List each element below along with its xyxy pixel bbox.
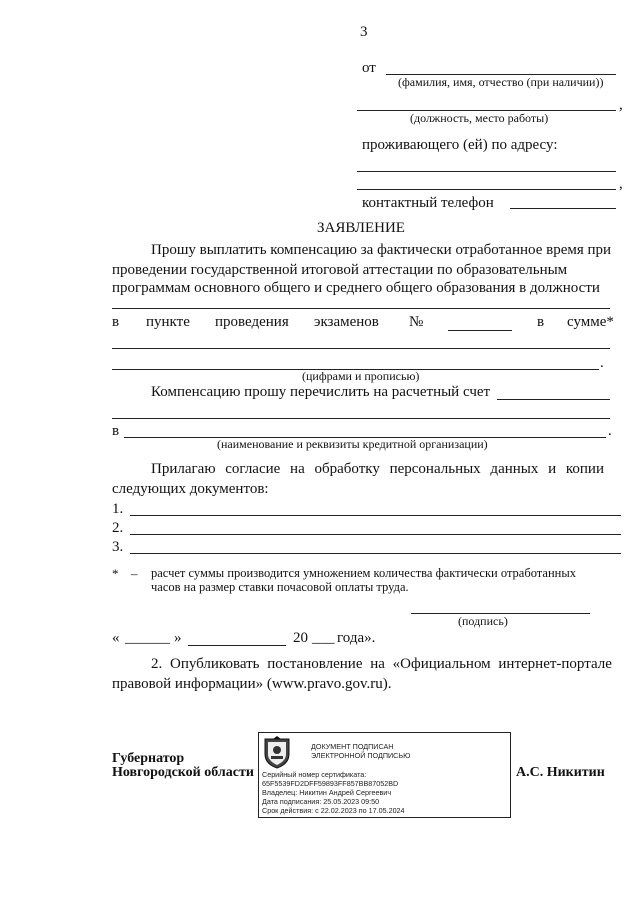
p1-line-2: проведении государственной итоговой аттестации по образовательным — [112, 262, 568, 278]
p1-word-summe: сумме* — [567, 314, 614, 330]
address-line-1[interactable] — [357, 171, 616, 172]
stamp-date: Дата подписания: 25.05.2023 09:50 — [262, 797, 380, 806]
governor-title-line-2: Новгородской области — [112, 765, 254, 780]
list-item-3-line[interactable] — [130, 553, 621, 554]
list-item-1-line[interactable] — [130, 515, 621, 516]
p3-line-1: Прилагаю согласие на обработку персональных данных и копии — [151, 461, 604, 477]
bank-hint: (наименование и реквизиты кредитной организации) — [217, 437, 488, 451]
stamp-serial: 65F5539FD2DFF59893FF857BB87052BD — [262, 779, 399, 788]
p1-line-3: программам основного общего и среднего общего образования в должности — [112, 280, 600, 296]
list-item-1-number: 1. — [112, 501, 124, 517]
p1-word-v2: в — [537, 314, 545, 330]
date-year-prefix: 20 — [293, 630, 308, 646]
position-held-line[interactable] — [112, 308, 610, 309]
list-item-3-number: 3. — [112, 539, 124, 555]
residing-label: проживающего (ей) по адресу: — [362, 137, 558, 153]
comma: , — [619, 176, 623, 192]
amount-hint: (цифрами и прописью) — [302, 369, 420, 383]
footnote-line-2: часов на размер ставки почасовой оплаты труда. — [151, 580, 409, 594]
account-line-2[interactable] — [112, 418, 610, 419]
p1-word-provedeniya: проведения — [215, 314, 289, 330]
signature-hint: (подпись) — [458, 614, 508, 628]
p3-line-2: следующих документов: — [112, 481, 269, 497]
page-number: 3 — [360, 24, 368, 40]
date-year-blank[interactable]: ___ — [312, 630, 335, 646]
coat-of-arms-icon — [262, 736, 292, 769]
date-close-quote: » — [174, 630, 182, 646]
position-hint: (должность, место работы) — [410, 111, 549, 125]
address-line-2[interactable] — [357, 189, 616, 190]
list-item-2-number: 2. — [112, 520, 124, 536]
p4-line-2: правовой информации» (www.pravo.gov.ru). — [112, 676, 392, 692]
p2-line: Компенсацию прошу перечислить на расчетный счет — [151, 384, 491, 400]
p1-line-1: Прошу выплатить компенсацию за фактически отработанное время при — [151, 242, 612, 258]
stamp-cert-label: Серийный номер сертификата: — [262, 770, 367, 779]
p1-word-ekzamenov: экзаменов — [314, 314, 379, 330]
exam-point-number-line[interactable] — [448, 330, 512, 331]
date-open-quote: « — [112, 630, 120, 646]
amount-dot: . — [600, 355, 604, 371]
phone-line[interactable] — [510, 208, 616, 209]
governor-name: А.С. Никитин — [516, 765, 605, 780]
footnote-star: * — [112, 566, 119, 581]
date-day-blank[interactable]: ______ — [125, 630, 170, 646]
footnote-dash: – — [131, 566, 138, 581]
date-year-suffix: года». — [337, 630, 376, 646]
stamp-title-2: ЭЛЕКТРОННОЙ ПОДПИСЬЮ — [311, 751, 411, 760]
p1-word-v: в — [112, 314, 120, 330]
list-item-2-line[interactable] — [130, 534, 621, 535]
comma: , — [619, 97, 623, 113]
p1-word-punkte: пункте — [146, 314, 190, 330]
bank-dot: . — [608, 423, 612, 439]
fio-hint: (фамилия, имя, отчество (при наличии)) — [398, 75, 604, 89]
date-month-line[interactable] — [188, 645, 286, 646]
stamp-owner: Владелец: Никитин Андрей Сергеевич — [262, 788, 392, 797]
p1-word-no: № — [409, 314, 424, 330]
electronic-signature-stamp — [258, 732, 511, 818]
from-label: от — [362, 60, 376, 76]
document-title: ЗАЯВЛЕНИЕ — [317, 220, 405, 236]
amount-line-1[interactable] — [112, 348, 610, 349]
p4-line-1: 2. Опубликовать постановление на «Официальном интернет-портале — [151, 656, 612, 672]
account-line[interactable] — [497, 399, 610, 400]
stamp-validity: Срок действия: с 22.02.2023 по 17.05.2024 — [262, 806, 405, 815]
phone-label: контактный телефон — [362, 195, 494, 211]
governor-title-line-1: Губернатор — [112, 751, 185, 766]
stamp-title-1: ДОКУМЕНТ ПОДПИСАН — [311, 742, 394, 751]
footnote-line-1: расчет суммы производится умножением количества фактически отработанных — [151, 566, 576, 580]
p2-v: в — [112, 423, 120, 439]
